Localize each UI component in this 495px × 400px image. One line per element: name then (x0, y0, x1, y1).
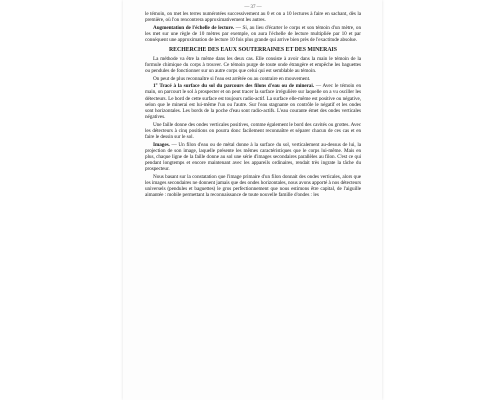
paragraph-intro: le témoin, on met les terres numérotées successivement au 0 et on a 10 lectures à faire en sachant, dès la première, où l'on rencontrera approximativement les autres. (145, 11, 361, 24)
paragraph-images (145, 142, 361, 173)
paragraph-scale-text: — Si, au lieu d'écarter le corps et son témoin d'un mètre, on les met sur une règle de 10 mètres par exemple, on aura l'échelle de lecture multipliée par 10 et par conséquent une approximation de lecture 10 fois plus grande qui arrive bien près de l'exactitude absolue. (145, 24, 361, 44)
paragraph-tracing-text: — Avec le témoin en main, on parcourt le sol à prospecter et on peut tracer la surface irrégulière sur laquelle on a vu osciller les détecteurs. Le bord de cette surface est toujours radio-actif. La surface elle-même est positive ou négative, selon que le minerai est lui-même l'un ou l'autre. Sur l'eau stagnante on contrôle le négatif et les ondes sont horizontales. Les bords de la poche d'eau sont radio-actifs. L'eau courante émet des ondes verticales négatives. (145, 83, 361, 121)
paragraph-tracing-title: 1° Tracé à la surface du sol du parcours des filons d'eau ou de minerai. (153, 83, 314, 90)
paragraph-detectors: Nous basant sur la constatation que l'image primaire d'un filon donnait des ondes verticales, alors que les images secondaires ne donnent jamais que des ondes horizontales, nous avons apporté à nos détecteurs universels (pendules et baguettes) le gros perfectionnement que nous estimons être capital, de l'aiguille aimantée : mobile permettant la reconnaissance de toute nouvelle famille d'ondes : les (145, 174, 361, 199)
paragraph-images-title: Images. (153, 141, 170, 148)
paragraph-scale-title: Augmentation de l'échelle de lecture. (153, 24, 235, 31)
page-content (145, 5, 361, 199)
paragraph-images-text: — Un filon d'eau ou de métal donne à la surface du sol, verticalement au-dessus de lui, la projection de son image, laquelle présente les mêmes caractéristiques que le corps lui-même. Mais en plus, chaque ligne de la faille donne au sol une série d'images secondaires parallèles au filon. C'est ce qui pendant longtemps et encore maintenant avec les appareils ordinaires, rendait très ingrate la tâche du prospecteur. (145, 141, 361, 173)
book-page (123, 0, 382, 400)
paragraph-scale (145, 25, 361, 43)
section-heading: RECHERCHE DES EAUX SOUTERRAINES ET DES MINERAIS (168, 47, 338, 54)
paragraph-water-motion: On peut de plus reconnaître si l'eau est arrêtée ou au contraire en mouvement. (153, 75, 311, 82)
page-number: — 37 — (244, 5, 262, 10)
paragraph-tracing (145, 83, 361, 120)
paragraph-method: La méthode va être la même dans les deux cas. Elle consiste à avoir dans la main le témoin de la formule chimique du corps à trouver. Ce témoin purge de toute onde étrangère et empêche les baguettes ou pendules de fonctionner sur un autre corps que celui qui est semblable au témoin. (145, 55, 361, 74)
paragraph-fault: Une faille donne des ondes verticales positives, comme également le bord des cavités ou grottes. Avec les détecteurs à cinq positions on pourra donc facilement reconnaître et séparer chacun de ces cas et en faire le dessin sur le sol. (145, 121, 361, 141)
